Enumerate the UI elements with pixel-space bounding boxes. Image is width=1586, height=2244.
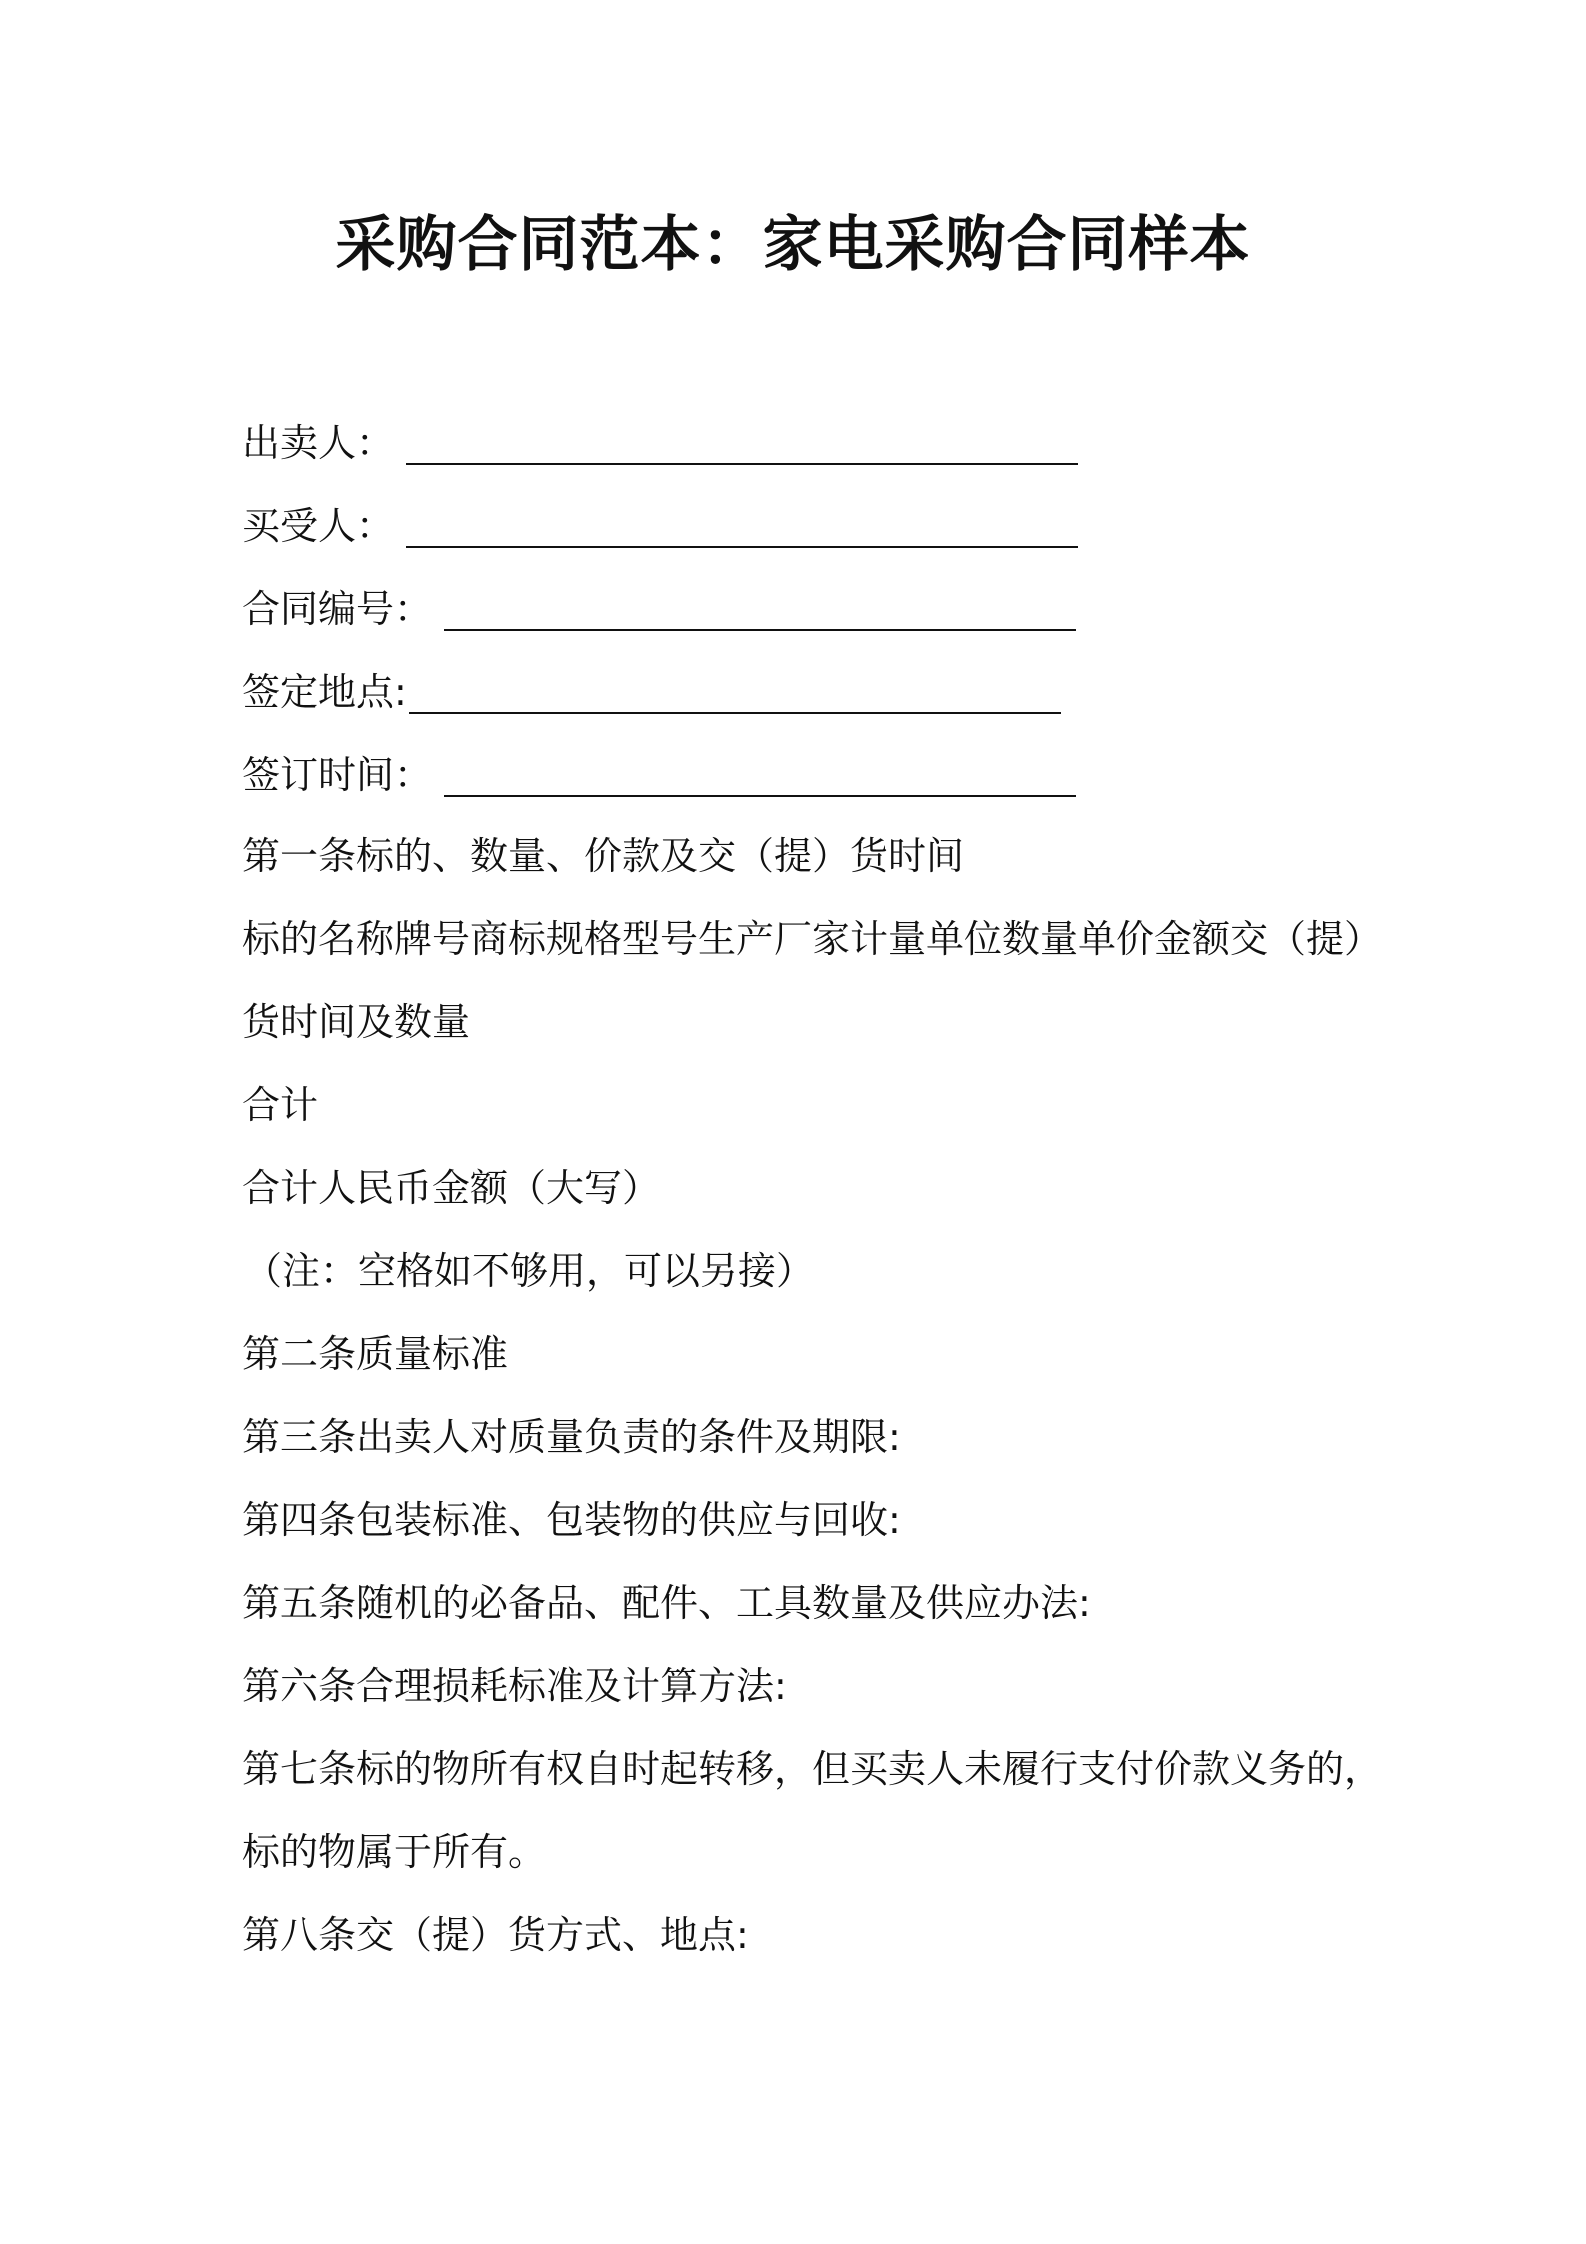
field-label-buyer: 买受人： bbox=[242, 504, 395, 548]
field-label-contract-number: 合同编号： bbox=[242, 587, 433, 631]
total-label: 合计 bbox=[242, 1083, 319, 1127]
field-seller bbox=[242, 418, 1078, 468]
field-blank-contract-number[interactable] bbox=[444, 589, 1076, 631]
article-2-heading: 第二条质量标准 bbox=[242, 1332, 509, 1376]
field-blank-seller[interactable] bbox=[406, 423, 1078, 465]
field-label-signing-place: 签定地点: bbox=[242, 670, 407, 714]
article-8-heading: 第八条交（提）货方式、地点: bbox=[242, 1913, 749, 1957]
field-blank-signing-time[interactable] bbox=[444, 755, 1076, 797]
field-contract-number bbox=[242, 584, 1076, 634]
total-rmb-label: 合计人民币金额（大写） bbox=[242, 1166, 661, 1210]
subject-table-header-cont: 货时间及数量 bbox=[242, 1000, 471, 1044]
document-title: 采购合同范本：家电采购合同样本 bbox=[335, 210, 1251, 280]
field-signing-time bbox=[242, 750, 1076, 800]
field-buyer bbox=[242, 501, 1078, 551]
article-3-heading: 第三条出卖人对质量负责的条件及期限: bbox=[242, 1415, 901, 1459]
field-signing-place bbox=[242, 667, 1061, 717]
note-text: （注：空格如不够用，可以另接） bbox=[244, 1249, 815, 1293]
field-label-signing-time: 签订时间： bbox=[242, 753, 433, 797]
field-label-seller: 出卖人： bbox=[242, 421, 395, 465]
field-blank-buyer[interactable] bbox=[406, 506, 1078, 548]
article-5-heading: 第五条随机的必备品、配件、工具数量及供应办法: bbox=[242, 1581, 1091, 1625]
article-4-heading: 第四条包装标准、包装物的供应与回收: bbox=[242, 1498, 901, 1542]
article-6-heading: 第六条合理损耗标准及计算方法: bbox=[242, 1664, 787, 1708]
field-blank-signing-place[interactable] bbox=[409, 672, 1061, 714]
subject-table-header: 标的名称牌号商标规格型号生产厂家计量单位数量单价金额交（提） bbox=[242, 917, 1383, 961]
article-7-text-cont: 标的物属于所有。 bbox=[242, 1830, 547, 1874]
article-1-heading: 第一条标的、数量、价款及交（提）货时间 bbox=[242, 834, 965, 878]
article-7-text: 第七条标的物所有权自时起转移，但买卖人未履行支付价款义务的， bbox=[242, 1747, 1383, 1791]
